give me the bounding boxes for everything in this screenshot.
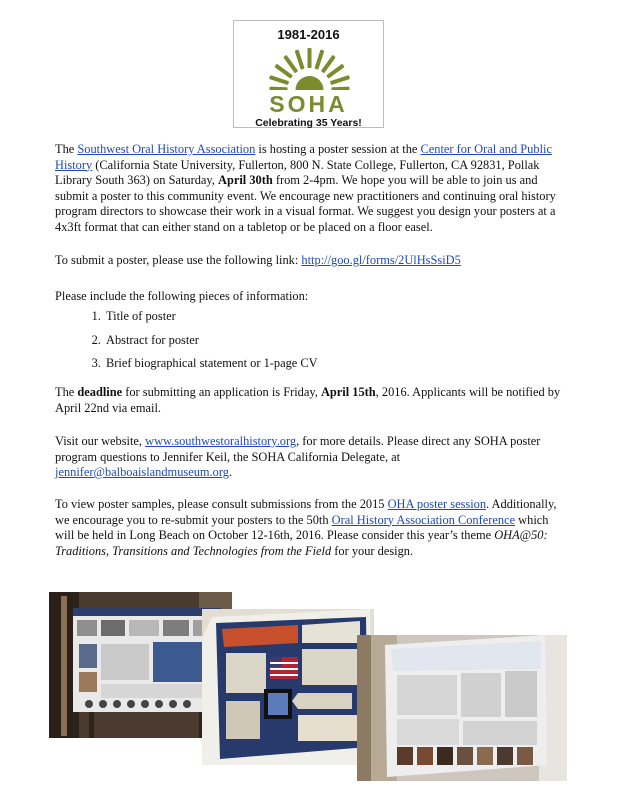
- poster-photo-3-image: [357, 635, 567, 781]
- website-paragraph: [55, 434, 570, 481]
- intro-text: (California State University, Fullerton, 800 N. State College, Fullerton, CA 92831, Pollak Library South 363) on Saturday,: [55, 157, 540, 187]
- submit-text: To submit a poster, please use the following link:: [55, 253, 302, 267]
- intro-text: is hosting a poster session at the: [255, 142, 421, 156]
- logo-tagline: Celebrating 35 Years!: [255, 117, 362, 129]
- list-item: 1. Title of poster: [104, 309, 318, 324]
- center-link[interactable]: Center for Oral and Public History: [55, 142, 552, 172]
- deadline-text: , 2016. Applicants will be notified by April 22nd via email.: [55, 385, 561, 415]
- website-text: Visit our website,: [55, 434, 146, 448]
- intro-text: The: [55, 142, 78, 156]
- deadline-word: deadline: [77, 385, 123, 399]
- website-text: , for more details. Please direct any SOHA poster program questions to Jennifer Keil, the SOHA California Delegate, at: [55, 434, 541, 464]
- deadline-paragraph: [55, 385, 570, 416]
- samples-paragraph: [55, 497, 570, 559]
- include-paragraph: Please include the following pieces of information:: [55, 289, 309, 303]
- samples-text: which will be held in Long Beach on October 12-16th, 2016. Please consider this year’s theme: [55, 512, 549, 542]
- website-text: .: [228, 465, 233, 479]
- submit-paragraph: [55, 253, 570, 269]
- logo-wordmark: SOHA: [269, 91, 348, 117]
- deadline-date: April 15th: [320, 385, 376, 399]
- sunburst-icon: [261, 46, 358, 92]
- soha-logo: [233, 20, 384, 128]
- list-item: 2. Abstract for poster: [104, 333, 318, 348]
- poster-photo-2: [202, 609, 374, 765]
- form-link[interactable]: http://goo.gl/forms/2UlHsSsiD5: [301, 253, 461, 267]
- samples-text: . Additionally, we encourage you to re-submit your posters to the 50th: [55, 497, 557, 527]
- event-date: April 30th: [218, 173, 273, 187]
- oha-poster-link[interactable]: OHA poster session: [387, 497, 487, 511]
- oha-conference-link[interactable]: Oral History Association Conference: [331, 512, 516, 527]
- website-link[interactable]: www.southwestoralhistory.org: [145, 434, 297, 448]
- requirements-list: [55, 309, 318, 380]
- samples-text: To view poster samples, please consult submissions from the 2015: [55, 497, 388, 511]
- conference-theme: OHA@50: Traditions, Transitions and Technologies from the Field: [55, 528, 548, 558]
- list-item: 3. Brief biographical statement or 1-page CV: [104, 356, 318, 371]
- logo-years: 1981-2016: [277, 27, 340, 42]
- deadline-text: The: [55, 385, 78, 399]
- deadline-text: for submitting an application is Friday,: [122, 385, 321, 399]
- samples-text: for your design.: [331, 543, 414, 558]
- intro-paragraph: [55, 142, 570, 235]
- poster-photo-3: [357, 635, 567, 781]
- poster-photo-2-image: [202, 609, 374, 765]
- intro-text: from 2-4pm. We hope you will be able to join us and submit a poster to this community event. We encourage new practitioners and continuing oral history program directors to showcase their work in a visual format. We suggest you design your posters at a 4x3ft format that can either stand on a tabletop or be placed on a floor easel.: [55, 173, 556, 234]
- soha-link[interactable]: Southwest Oral History Association: [77, 142, 256, 156]
- email-link[interactable]: jennifer@balboaislandmuseum.org: [55, 465, 229, 479]
